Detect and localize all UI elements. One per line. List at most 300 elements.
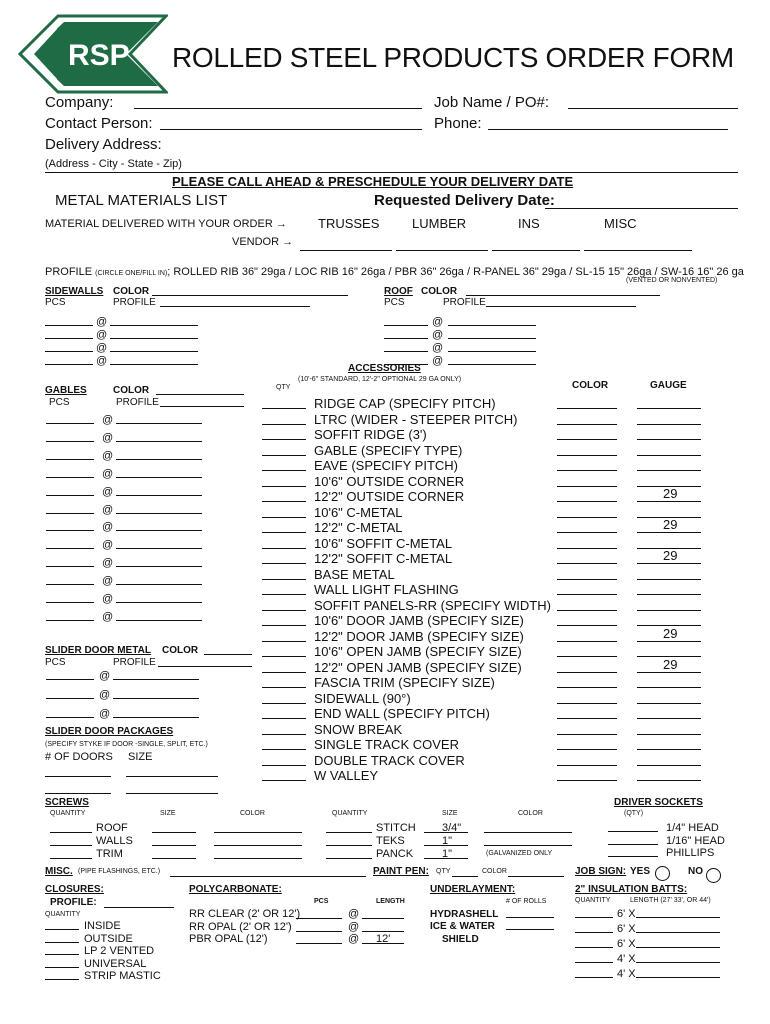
- phone-field[interactable]: [488, 129, 728, 130]
- at-sign: @: [99, 708, 111, 720]
- gables-pcs-label: PCS: [49, 397, 70, 408]
- gables-pcs-field[interactable]: [46, 513, 94, 514]
- at-sign: @: [102, 467, 114, 480]
- slider-metal-title: SLIDER DOOR METAL: [45, 645, 151, 656]
- accessory-qty-field[interactable]: [262, 672, 306, 673]
- poly-pcs-field[interactable]: [296, 931, 342, 932]
- underlayment-field-1[interactable]: [506, 917, 554, 918]
- job-label: Job Name / PO#:: [434, 94, 550, 111]
- accessory-qty-field[interactable]: [262, 625, 306, 626]
- slider-metal-color-field[interactable]: [204, 654, 252, 655]
- gables-pcs-field[interactable]: [46, 477, 94, 478]
- at-sign: @: [432, 342, 444, 354]
- screws-color2-label: COLOR: [518, 810, 543, 817]
- screw2-size-field[interactable]: [424, 832, 468, 833]
- roof-pcs-field[interactable]: [384, 338, 428, 339]
- metal-list-label: METAL MATERIALS LIST: [55, 192, 228, 209]
- sidewalls-pcs-field[interactable]: [45, 351, 93, 352]
- accessory-color-field[interactable]: [557, 749, 617, 750]
- poly-length-label: LENGTH: [376, 898, 405, 905]
- accessory-qty-field[interactable]: [262, 579, 306, 580]
- accessory-color-field[interactable]: [557, 501, 617, 502]
- sidewalls-color-label: COLOR: [113, 286, 150, 297]
- accessory-item: 12'2" C-METAL: [314, 520, 403, 535]
- vendor-col-ins: INS: [518, 216, 540, 231]
- sidewalls-title: SIDEWALLS: [45, 286, 104, 297]
- accessory-color-field[interactable]: [557, 532, 617, 533]
- insulation-length-label: LENGTH (27' 33', OR 44'): [630, 897, 711, 904]
- gables-pcs-field[interactable]: [46, 423, 94, 424]
- accessory-color-field[interactable]: [557, 780, 617, 781]
- accessory-color-field[interactable]: [557, 408, 617, 409]
- misc-hint: (PIPE FLASHINGS, ETC.): [78, 868, 161, 875]
- poly-item: RR OPAL (2' OR 12'): [189, 920, 292, 933]
- screw2-qty-field[interactable]: [326, 832, 372, 833]
- gables-pcs-field[interactable]: [46, 441, 94, 442]
- gables-length-field[interactable]: [116, 513, 202, 514]
- profile-options[interactable]: ROLLED RIB 36" 29ga / LOC RIB 16" 26ga / PBR 36" 26ga / R-PANEL 36" 29ga / SL-15 15" 26ga / SW-16 16" 26 ga: [173, 266, 744, 278]
- insulation-qty-field[interactable]: [575, 917, 613, 918]
- misc-label: MISC.: [45, 866, 73, 877]
- slider-metal-color-label: COLOR: [162, 645, 199, 656]
- gables-pcs-field[interactable]: [46, 495, 94, 496]
- poly-length-field[interactable]: [362, 931, 404, 932]
- accessory-color-field[interactable]: [557, 703, 617, 704]
- accessory-qty-field[interactable]: [262, 548, 306, 549]
- closure-qty-field[interactable]: [45, 967, 79, 968]
- accessory-qty-field[interactable]: [262, 455, 306, 456]
- accessory-item: 10'6" DOOR JAMB (SPECIFY SIZE): [314, 613, 524, 628]
- accessory-color-field[interactable]: [557, 563, 617, 564]
- screw2-size-field[interactable]: [424, 845, 468, 846]
- at-sign: @: [102, 575, 114, 588]
- underlayment-item-2: ICE & WATER: [430, 921, 495, 932]
- accessory-item: SOFFIT PANELS-RR (SPECIFY WIDTH): [314, 597, 551, 613]
- slider-pcs-field[interactable]: [46, 679, 94, 680]
- driver-qty-field[interactable]: [608, 856, 658, 857]
- paint-pen-label: PAINT PEN:: [373, 866, 429, 877]
- screw2-size-field[interactable]: [424, 858, 468, 859]
- accessory-qty-field[interactable]: [262, 594, 306, 595]
- at-sign: @: [102, 503, 114, 516]
- accessory-gauge-value: 29: [663, 656, 678, 672]
- accessory-qty-field[interactable]: [262, 656, 306, 657]
- gables-length-field[interactable]: [116, 620, 202, 621]
- insulation-qty-field[interactable]: [575, 962, 613, 963]
- slider-doors-field-2[interactable]: [45, 793, 111, 794]
- at-sign: @: [102, 449, 114, 462]
- gables-pcs-field[interactable]: [46, 459, 94, 460]
- screw-color-field[interactable]: [214, 832, 302, 833]
- roof-profile-label: PROFILE: [443, 297, 486, 308]
- insulation-qty-field[interactable]: [575, 977, 613, 978]
- job-sign-yes-radio[interactable]: [655, 866, 670, 881]
- gables-pcs-field[interactable]: [46, 602, 94, 603]
- insulation-length-field[interactable]: [636, 917, 720, 918]
- underlayment-item-3: SHIELD: [442, 934, 479, 945]
- accessory-gauge-field[interactable]: [637, 687, 701, 688]
- roof-length-field[interactable]: [448, 325, 536, 326]
- slider-metal-pcs-label: PCS: [45, 657, 66, 668]
- delivered-with: MATERIAL DELIVERED WITH YOUR ORDER →: [45, 218, 287, 230]
- slider-length-field[interactable]: [113, 679, 199, 680]
- at-sign: @: [102, 485, 114, 498]
- closure-item: UNIVERSAL: [84, 957, 147, 970]
- screws-size2-label: SIZE: [442, 810, 458, 817]
- vendor-field-trusses[interactable]: [300, 250, 392, 251]
- accessories-note: (10'-6" STANDARD, 12'-2" OPTIONAL 29 GA ONLY): [298, 376, 462, 383]
- gables-length-field[interactable]: [116, 548, 202, 549]
- accessory-gauge-field[interactable]: [637, 610, 701, 611]
- accessory-gauge-field[interactable]: [637, 718, 701, 719]
- at-sign: @: [96, 342, 108, 354]
- accessory-color-field[interactable]: [557, 579, 617, 580]
- screws-galvanized-note: (GALVANIZED ONLY: [486, 850, 553, 857]
- contact-label: Contact Person:: [45, 115, 153, 132]
- screw-size-field[interactable]: [152, 845, 196, 846]
- accessory-gauge-field[interactable]: [637, 439, 701, 440]
- screws-quantity-label: QUANTITY: [50, 810, 86, 817]
- driver-title: DRIVER SOCKETS: [614, 797, 703, 808]
- driver-qty-field[interactable]: [608, 831, 658, 832]
- at-sign: @: [348, 933, 360, 946]
- sidewalls-color-field[interactable]: [152, 295, 348, 296]
- accessory-qty-field[interactable]: [262, 408, 306, 409]
- screw2-color-field[interactable]: [484, 832, 572, 833]
- accessory-item: BASE METAL: [314, 566, 395, 582]
- accessory-qty-field[interactable]: [262, 780, 306, 781]
- sidewalls-pcs-field[interactable]: [45, 364, 93, 365]
- insulation-qty-field[interactable]: [575, 947, 613, 948]
- screw2-qty-field[interactable]: [326, 858, 372, 859]
- closure-item: LP 2 VENTED: [84, 945, 155, 957]
- accessory-item: SOFFIT RIDGE (3'): [314, 427, 427, 442]
- accessory-color-field[interactable]: [557, 687, 617, 688]
- gables-title: GABLES: [45, 385, 87, 396]
- accessory-qty-field[interactable]: [262, 734, 306, 735]
- accessory-color-field[interactable]: [557, 548, 617, 549]
- accessory-qty-field[interactable]: [262, 470, 306, 471]
- accessory-color-field[interactable]: [557, 641, 617, 642]
- underlayment-item-1: HYDRASHELL: [430, 909, 499, 920]
- accessory-color-field[interactable]: [557, 656, 617, 657]
- accessory-qty-field[interactable]: [262, 687, 306, 688]
- slider-doors-field-1[interactable]: [45, 776, 111, 777]
- gables-pcs-field[interactable]: [46, 620, 94, 621]
- at-sign: @: [348, 908, 360, 920]
- driver-item: 1/16" HEAD: [666, 834, 725, 847]
- sidewalls-length-field[interactable]: [110, 351, 198, 352]
- accessories-title: ACCESSORIES: [348, 363, 421, 374]
- sidewalls-pcs-field[interactable]: [45, 325, 93, 326]
- screw-qty-field[interactable]: [50, 858, 92, 859]
- gables-length-field[interactable]: [116, 584, 202, 585]
- roof-profile-field[interactable]: [486, 306, 636, 307]
- company-label: Company:: [45, 94, 114, 111]
- screw2-qty-field[interactable]: [326, 845, 372, 846]
- accessories-color-label: COLOR: [572, 380, 609, 391]
- sidewalls-pcs-field[interactable]: [45, 338, 93, 339]
- accessory-gauge-field[interactable]: [637, 641, 701, 642]
- accessory-gauge-field[interactable]: [637, 501, 701, 502]
- job-sign-label: JOB SIGN:: [575, 866, 627, 877]
- accessory-item: DOUBLE TRACK COVER: [314, 752, 465, 768]
- accessory-gauge-field[interactable]: [637, 703, 701, 704]
- accessory-qty-field[interactable]: [262, 517, 306, 518]
- accessory-qty-field[interactable]: [262, 749, 306, 750]
- at-sign: @: [96, 316, 108, 328]
- accessory-gauge-field[interactable]: [637, 672, 701, 673]
- profile-hint: (CIRCLE ONE/FILL IN): [95, 270, 168, 277]
- gables-pcs-field[interactable]: [46, 530, 94, 531]
- roof-pcs-field[interactable]: [384, 325, 428, 326]
- slider-pcs-field[interactable]: [46, 717, 94, 718]
- insulation-qty-field[interactable]: [575, 932, 613, 933]
- insulation-length-field[interactable]: [636, 947, 720, 948]
- requested-date-label: Requested Delivery Date:: [374, 192, 555, 209]
- accessory-color-field[interactable]: [557, 455, 617, 456]
- screw2-size: 1": [442, 835, 453, 847]
- accessory-qty-field[interactable]: [262, 424, 306, 425]
- accessory-gauge-value: 29: [663, 517, 678, 532]
- closure-item: OUTSIDE: [84, 932, 133, 945]
- accessory-gauge-field[interactable]: [637, 749, 701, 750]
- job-sign-no: NO: [688, 866, 703, 877]
- accessory-qty-field[interactable]: [262, 439, 306, 440]
- accessory-qty-field[interactable]: [262, 703, 306, 704]
- closure-qty-field[interactable]: [45, 942, 79, 943]
- vendor-field-lumber[interactable]: [396, 250, 488, 251]
- roof-length-field[interactable]: [448, 338, 536, 339]
- roof-title: ROOF: [384, 286, 413, 297]
- accessory-gauge-field[interactable]: [637, 765, 701, 766]
- company-field[interactable]: [134, 108, 422, 109]
- underlayment-rolls-label: # OF ROLLS: [506, 898, 547, 905]
- screws-title: SCREWS: [45, 797, 89, 808]
- closure-qty-field[interactable]: [45, 979, 79, 980]
- at-sign: @: [102, 521, 114, 534]
- slider-length-field[interactable]: [113, 698, 199, 699]
- closure-qty-field[interactable]: [45, 954, 79, 955]
- at-sign: @: [96, 329, 108, 341]
- accessory-color-field[interactable]: [557, 672, 617, 673]
- job-sign-no-radio[interactable]: [706, 868, 721, 883]
- screw2-color-field[interactable]: [484, 845, 572, 846]
- job-field[interactable]: [568, 108, 738, 109]
- at-sign: @: [102, 431, 114, 444]
- accessory-qty-field[interactable]: [262, 563, 306, 564]
- roof-color-label: COLOR: [421, 286, 458, 297]
- at-sign: @: [96, 355, 108, 367]
- accessory-qty-field[interactable]: [262, 765, 306, 766]
- accessory-gauge-field[interactable]: [637, 455, 701, 456]
- accessory-color-field[interactable]: [557, 424, 617, 425]
- accessory-qty-field[interactable]: [262, 486, 306, 487]
- screw-type: WALLS: [96, 835, 133, 847]
- closure-qty-field[interactable]: [45, 929, 79, 930]
- gables-pcs-field[interactable]: [46, 566, 94, 567]
- paint-pen-qty-label: QTY: [436, 868, 451, 875]
- screws-color-label: COLOR: [240, 810, 265, 817]
- accessory-qty-field[interactable]: [262, 501, 306, 502]
- sidewalls-profile-field[interactable]: [160, 306, 310, 307]
- closure-item: INSIDE: [84, 920, 121, 932]
- accessory-gauge-field[interactable]: [637, 579, 701, 580]
- insulation-item: 6' X: [617, 923, 636, 935]
- accessory-item: EAVE (SPECIFY PITCH): [314, 458, 458, 473]
- roof-pcs-field[interactable]: [384, 364, 428, 365]
- gables-color-field[interactable]: [156, 394, 244, 395]
- accessory-color-field[interactable]: [557, 470, 617, 471]
- accessory-qty-field[interactable]: [262, 532, 306, 533]
- poly-pcs-label: PCS: [314, 898, 329, 905]
- screw-color-field[interactable]: [214, 845, 302, 846]
- gables-profile-field[interactable]: [160, 406, 244, 407]
- driver-qty-field[interactable]: [608, 844, 658, 845]
- roof-color-field[interactable]: [466, 295, 660, 296]
- accessory-color-field[interactable]: [557, 610, 617, 611]
- closures-profile-field[interactable]: [104, 907, 174, 908]
- accessory-gauge-field[interactable]: [637, 563, 701, 564]
- screw-type: ROOF: [96, 822, 128, 834]
- at-sign: @: [99, 670, 111, 682]
- at-sign: @: [348, 920, 360, 933]
- accessory-qty-field[interactable]: [262, 718, 306, 719]
- gables-length-field[interactable]: [116, 423, 202, 424]
- gables-length-field[interactable]: [116, 495, 202, 496]
- insulation-title: 2" INSULATION BATTS:: [575, 884, 688, 895]
- accessory-color-field[interactable]: [557, 718, 617, 719]
- slider-length-field[interactable]: [113, 717, 199, 718]
- accessory-item: 10'6" C-METAL: [314, 504, 403, 520]
- slider-pcs-field[interactable]: [46, 698, 94, 699]
- insulation-length-field[interactable]: [636, 962, 720, 963]
- gables-length-field[interactable]: [116, 530, 202, 531]
- accessory-item: SINGLE TRACK COVER: [314, 737, 459, 752]
- accessory-gauge-value: 29: [663, 625, 678, 641]
- poly-length-field[interactable]: [362, 918, 404, 919]
- gables-length-field[interactable]: [116, 566, 202, 567]
- gables-length-field[interactable]: [116, 477, 202, 478]
- closure-item: STRIP MASTIC: [84, 970, 161, 982]
- gables-profile-label: PROFILE: [116, 397, 159, 408]
- accessory-item: 12'2" SOFFIT C-METAL: [314, 551, 453, 566]
- slider-size-label: SIZE: [128, 751, 153, 763]
- insulation-length-field[interactable]: [636, 932, 720, 933]
- vendor-col-misc: MISC: [604, 216, 637, 231]
- accessory-color-field[interactable]: [557, 625, 617, 626]
- gables-pcs-field[interactable]: [46, 548, 94, 549]
- slider-size-field-1[interactable]: [126, 776, 218, 777]
- poly-pcs-field[interactable]: [296, 918, 342, 919]
- roof-pcs-label: PCS: [384, 297, 405, 308]
- accessory-gauge-field[interactable]: [637, 424, 701, 425]
- vendor-field-ins[interactable]: [492, 250, 580, 251]
- screw-qty-field[interactable]: [50, 845, 92, 846]
- poly-pcs-field[interactable]: [296, 943, 342, 944]
- job-sign-yes: YES: [630, 866, 651, 877]
- insulation-quantity-label: QUANTITY: [575, 897, 611, 904]
- slider-metal-profile-field[interactable]: [158, 666, 252, 667]
- accessory-color-field[interactable]: [557, 517, 617, 518]
- at-sign: @: [432, 329, 444, 341]
- gables-pcs-field[interactable]: [46, 584, 94, 585]
- misc-field[interactable]: [170, 876, 366, 877]
- accessory-item: SNOW BREAK: [314, 721, 403, 737]
- phone-label: Phone:: [434, 115, 482, 132]
- accessory-color-field[interactable]: [557, 594, 617, 595]
- accessory-qty-field[interactable]: [262, 610, 306, 611]
- sidewalls-length-field[interactable]: [110, 364, 198, 365]
- closures-profile-label: PROFILE:: [50, 897, 97, 908]
- sidewalls-length-field[interactable]: [110, 325, 198, 326]
- vendor-field-misc[interactable]: [584, 250, 692, 251]
- accessory-color-field[interactable]: [557, 439, 617, 440]
- sidewalls-length-field[interactable]: [110, 338, 198, 339]
- insulation-item: 4' X: [617, 968, 636, 980]
- gables-length-field[interactable]: [116, 459, 202, 460]
- screw-size-field[interactable]: [152, 832, 196, 833]
- poly-item: PBR OPAL (12'): [189, 933, 268, 946]
- sidewalls-pcs-label: PCS: [45, 297, 66, 308]
- accessory-item: FASCIA TRIM (SPECIFY SIZE): [314, 675, 495, 690]
- accessory-item: 12'2" OPEN JAMB (SPECIFY SIZE): [314, 659, 522, 675]
- accessory-qty-field[interactable]: [262, 641, 306, 642]
- accessory-gauge-field[interactable]: [637, 734, 701, 735]
- insulation-length-field[interactable]: [636, 977, 720, 978]
- paint-pen-qty-field[interactable]: [452, 876, 478, 877]
- requested-date-field[interactable]: [545, 208, 738, 209]
- delivery-field[interactable]: [45, 172, 738, 173]
- screw-color-field[interactable]: [214, 858, 302, 859]
- gables-length-field[interactable]: [116, 602, 202, 603]
- profile-line: PROFILE (CIRCLE ONE/FILL IN); ROLLED RIB 36" 29ga / LOC RIB 16" 26ga / PBR 36" 26ga / R-PANEL 36" 29ga / SL-15 15" 26ga / SW-16 16" 26 ga: [45, 266, 744, 278]
- driver-qty-label: (QTY): [624, 810, 644, 817]
- roof-length-field[interactable]: [448, 351, 536, 352]
- accessory-item: RIDGE CAP (SPECIFY PITCH): [314, 396, 496, 411]
- contact-field[interactable]: [160, 129, 422, 130]
- accessory-gauge-field[interactable]: [637, 780, 701, 781]
- accessory-color-field[interactable]: [557, 765, 617, 766]
- roof-pcs-field[interactable]: [384, 351, 428, 352]
- accessory-color-field[interactable]: [557, 486, 617, 487]
- poly-item: RR CLEAR (2' OR 12'): [189, 908, 301, 920]
- accessories-gauge-label: GAUGE: [650, 380, 687, 391]
- screw2-type: PANCK: [376, 848, 414, 860]
- insulation-item: 4' X: [617, 953, 636, 965]
- call-ahead: PLEASE CALL AHEAD & PRESCHEDULE YOUR DELIVERY DATE: [172, 174, 574, 189]
- accessory-item: SIDEWALL (90°): [314, 690, 411, 706]
- profile-label: PROFILE: [45, 266, 93, 278]
- paint-pen-color-field[interactable]: [508, 876, 564, 877]
- delivery-label: Delivery Address:: [45, 136, 162, 153]
- accessory-gauge-field[interactable]: [637, 532, 701, 533]
- roof-length-field[interactable]: [448, 364, 536, 365]
- screw-qty-field[interactable]: [50, 832, 92, 833]
- accessory-gauge-field[interactable]: [637, 408, 701, 409]
- at-sign: @: [432, 355, 444, 367]
- accessory-item: 10'6" SOFFIT C-METAL: [314, 535, 453, 551]
- accessory-gauge-field[interactable]: [637, 470, 701, 471]
- vendor-col-trusses: TRUSSES: [318, 216, 380, 231]
- accessory-color-field[interactable]: [557, 734, 617, 735]
- screw-size-field[interactable]: [152, 858, 196, 859]
- accessory-gauge-field[interactable]: [637, 594, 701, 595]
- slider-packages-title: SLIDER DOOR PACKAGES: [45, 726, 174, 737]
- underlayment-field-2[interactable]: [506, 929, 554, 930]
- slider-size-field-2[interactable]: [126, 793, 218, 794]
- gables-length-field[interactable]: [116, 441, 202, 442]
